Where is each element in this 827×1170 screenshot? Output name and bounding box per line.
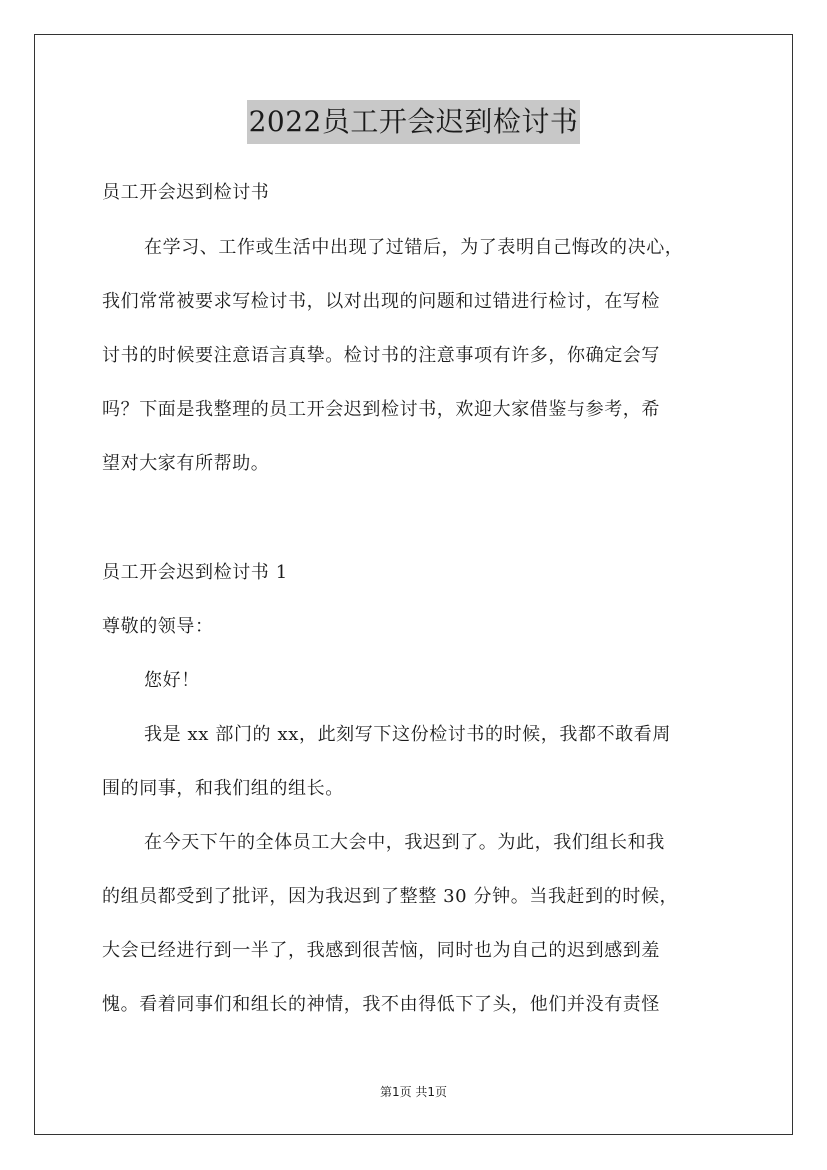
intro-line: 我们常常被要求写检讨书，以对出现的问题和过错进行检讨，在写检 (102, 291, 660, 312)
greeting: 您好！ (144, 670, 200, 691)
page-number: 第1页 共1页 (379, 1085, 448, 1099)
document-title-wrap (0, 100, 827, 144)
intro-line: 在学习、工作或生活中出现了过错后，为了表明自己悔改的决心， (144, 237, 684, 258)
paragraph-line: 围的同事，和我们组的组长。 (102, 778, 344, 799)
paragraph-line: 愧。看着同事们和组长的神情，我不由得低下了头，他们并没有责怪 (102, 994, 660, 1015)
document-subtitle: 员工开会迟到检讨书 (102, 182, 270, 203)
paragraph-line: 在今天下午的全体员工大会中，我迟到了。为此，我们组长和我 (144, 832, 665, 853)
paragraph-line: 的组员都受到了批评，因为我迟到了整整 30 分钟。当我赶到的时候， (102, 886, 679, 907)
document-title: 2022员工开会迟到检讨书 (247, 100, 581, 144)
intro-line: 吗？下面是我整理的员工开会迟到检讨书，欢迎大家借鉴与参考，希 (102, 399, 660, 420)
paragraph-line: 大会已经进行到一半了，我感到很苦恼，同时也为自己的迟到感到羞 (102, 940, 660, 961)
intro-line: 讨书的时候要注意语言真挚。检讨书的注意事项有许多，你确定会写 (102, 345, 660, 366)
paragraph-line: 我是 xx 部门的 xx，此刻写下这份检讨书的时候，我都不敢看周 (144, 724, 671, 745)
intro-line: 望对大家有所帮助。 (102, 453, 270, 474)
section-title: 员工开会迟到检讨书 1 (102, 562, 288, 583)
salutation: 尊敬的领导： (102, 616, 214, 637)
